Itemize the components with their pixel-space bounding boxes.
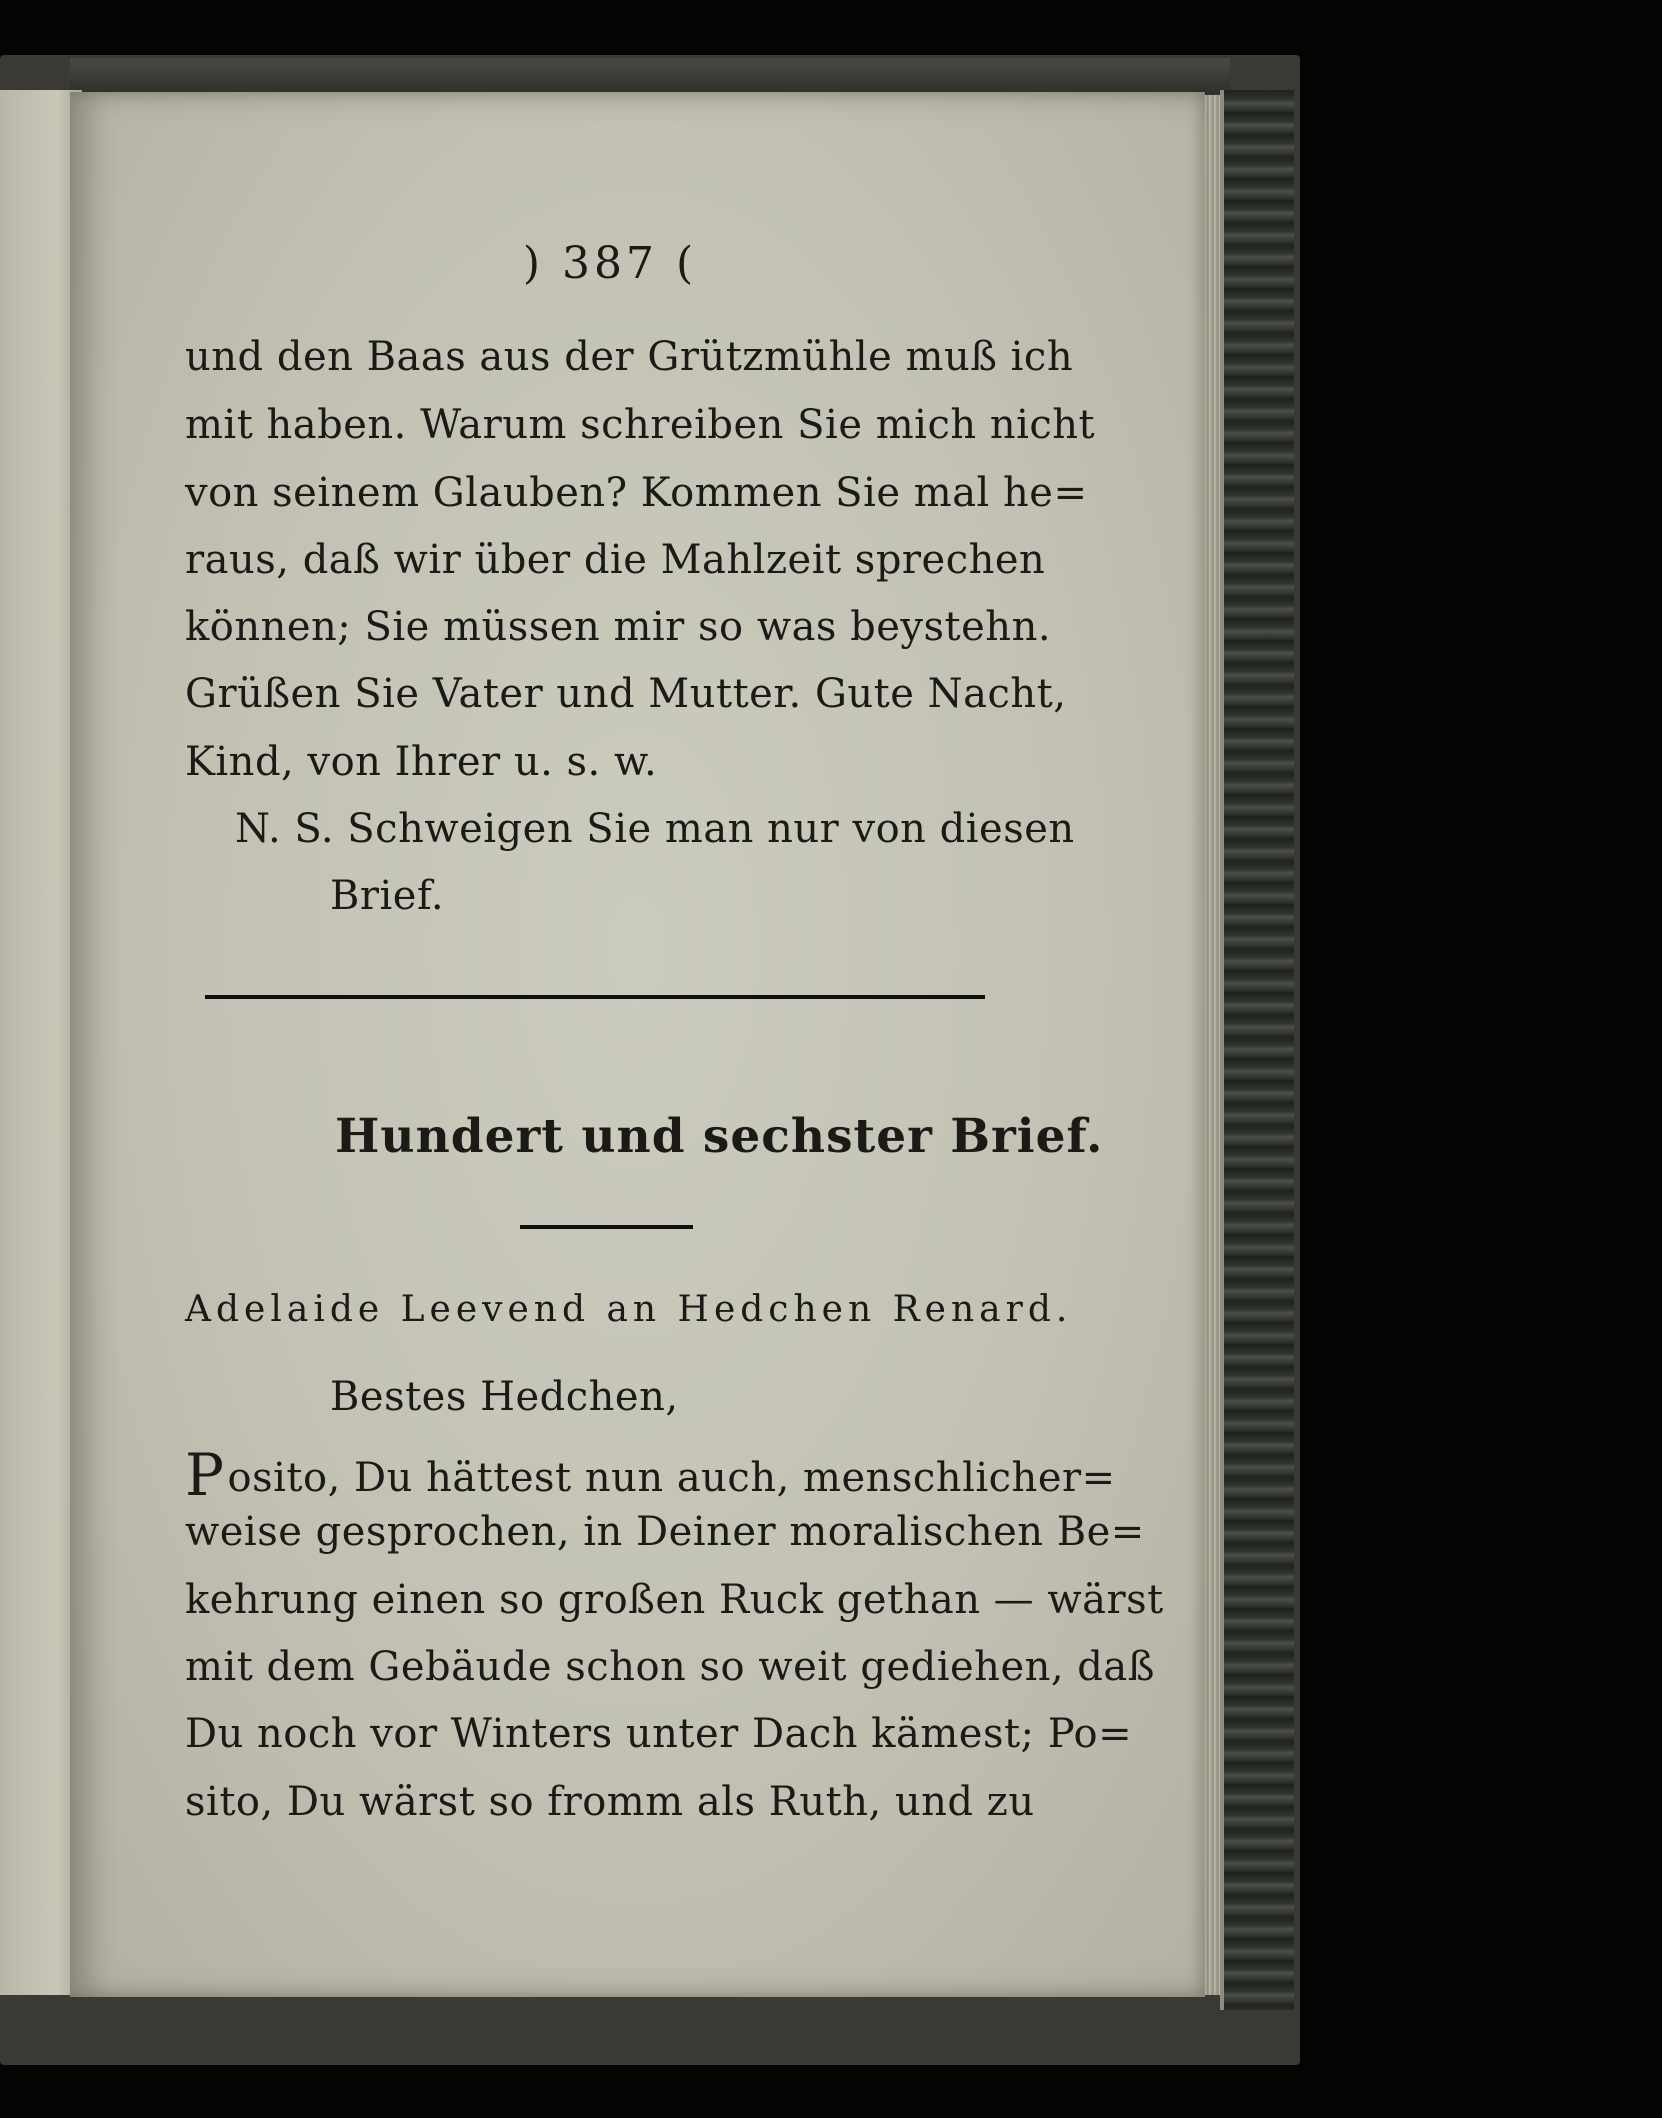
letter-title: Hundert und sechster Brief.	[335, 1109, 1104, 1164]
body-line: kehrung einen so großen Ruck gethan — wärst	[185, 1577, 1164, 1623]
text-line: und den Baas aus der Grützmühle muß ich	[185, 334, 1074, 380]
body-line-first	[185, 1441, 1116, 1509]
book-spine	[1220, 90, 1294, 2010]
body-line: sito, Du wärst so fromm als Ruth, und zu	[185, 1779, 1035, 1825]
text-line: können; Sie müssen mir so was beystehn.	[185, 604, 1052, 650]
text-line: raus, daß wir über die Mahlzeit sprechen	[185, 537, 1046, 583]
dropcap: P	[185, 1441, 225, 1509]
text-line: Grüßen Sie Vater und Mutter. Gute Nacht,	[185, 671, 1067, 717]
body-line: Du noch vor Winters unter Dach kämest; Po=	[185, 1711, 1133, 1757]
salutation: Bestes Hedchen,	[330, 1374, 679, 1420]
book-top-edge	[70, 58, 1230, 94]
text-line: mit haben. Warum schreiben Sie mich nicht	[185, 402, 1096, 448]
text-line: von seinem Glauben? Kommen Sie mal he=	[185, 470, 1088, 516]
postscript-line: N. S. Schweigen Sie man nur von diesen	[235, 806, 1075, 852]
letter-byline: Adelaide Leevend an Hedchen Renard.	[185, 1289, 1073, 1330]
body-line: mit dem Gebäude schon so weit gediehen, daß	[185, 1644, 1155, 1690]
text-line: Kind, von Ihrer u. s. w.	[185, 739, 658, 785]
page-number: ) 387 (	[522, 238, 698, 289]
section-rule	[205, 995, 985, 999]
body-line-text: osito, Du hättest nun auch, menschlicher=	[227, 1455, 1116, 1501]
body-line: weise gesprochen, in Deiner moralischen Be=	[185, 1509, 1145, 1555]
postscript-line: Brief.	[330, 873, 445, 919]
short-rule	[520, 1225, 693, 1229]
